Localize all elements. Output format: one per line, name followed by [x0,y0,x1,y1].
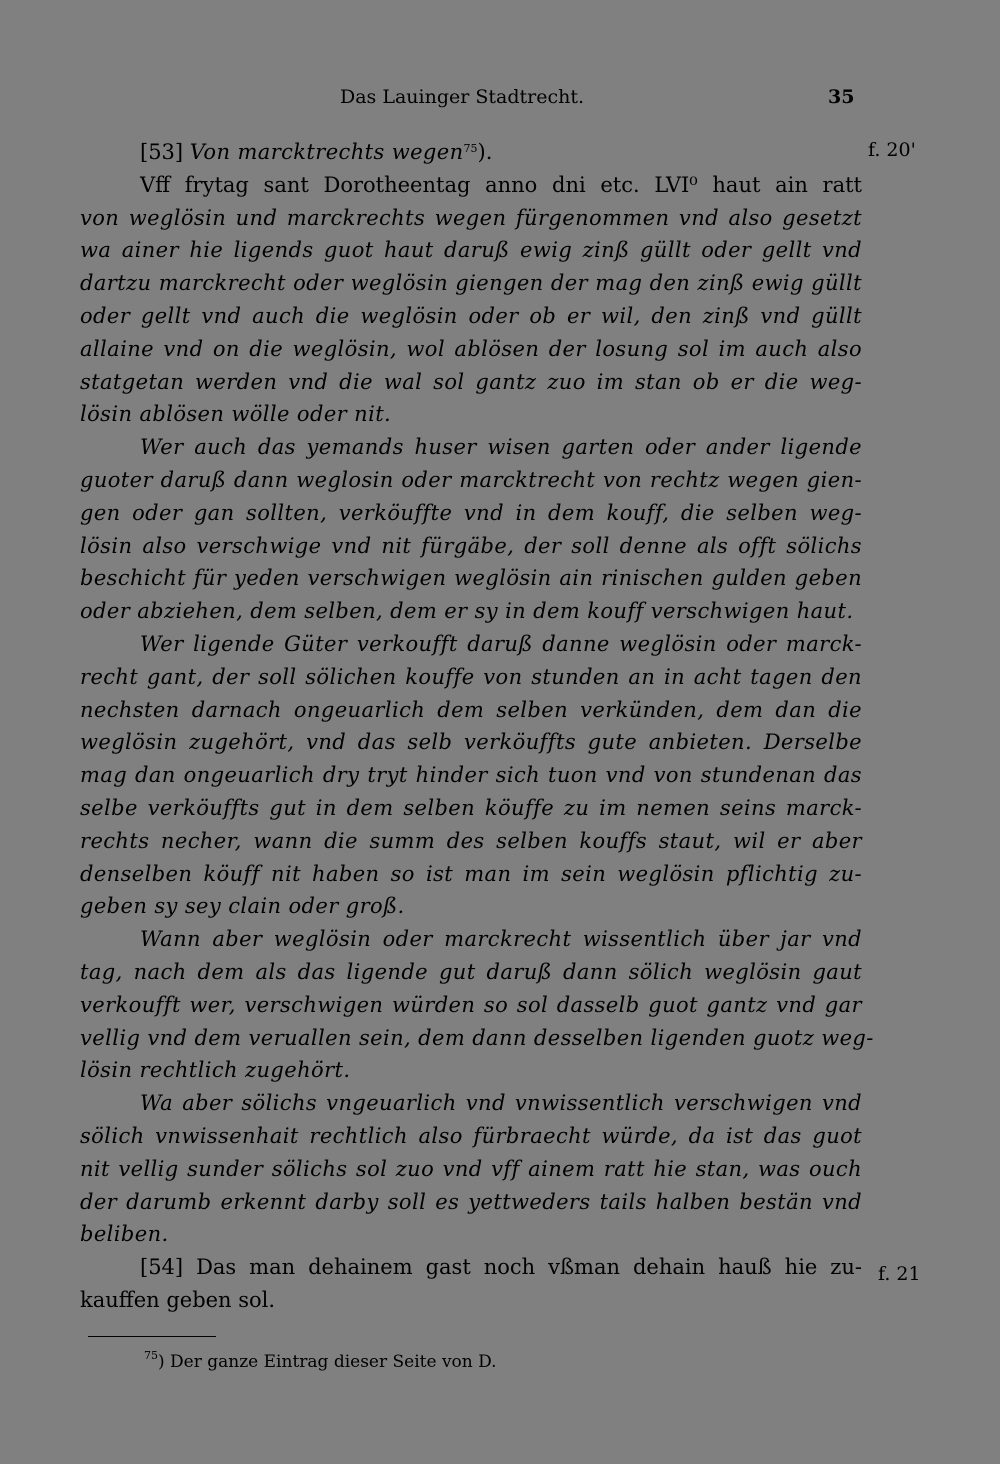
text-line: weglösin zugehört, vnd das selb verköuffts gute anbieten. Derselbe [80,730,862,755]
text-line: oder abziehen, dem selben, dem er sy in dem kouff verschwigen haut. [80,599,854,624]
text-line: tag, nach dem als das ligende gut daruß dann sölich weglösin gaut [80,959,862,984]
text-line: beschicht für yeden verschwigen weglösin ain rinischen gulden geben [80,566,862,591]
text-line: mag dan ongeuarlich dry tryt hinder sich tuon vnd von stundenan das [80,763,862,788]
text-line: nechsten darnach ongeuarlich dem selben verkünden, dem dan die [80,697,862,722]
text-line: selbe verköuffts gut in dem selben köuffe zu im nemen seins marck- [80,795,862,820]
text-line: dartzu marckrecht oder weglösin giengen der mag den zinß ewig güllt [80,271,862,296]
text-line: guoter daruß dann weglosin oder marcktrecht von rechtz wegen gien- [80,467,862,492]
text-line: Wa aber sölichs vngeuarlich vnd vnwissentlich verschwigen vnd [140,1091,862,1116]
section-number: [53] [140,140,184,164]
running-head-title: Das Lauinger Stadtrecht. [340,86,585,108]
page-number: 35 [828,86,855,108]
margin-folio-20: f. 20' [868,139,916,161]
text-line: wa ainer hie ligends guot haut daruß ewig zinß güllt oder gellt vnd [80,238,862,263]
footnote [144,1349,497,1372]
section-53-heading [80,136,862,169]
text-line: beliben. [80,1222,169,1247]
section-title-close: ). [477,140,493,164]
section-54-heading: [54] Das man dehainem gast noch vßman dehain hauß hie zu- [140,1255,862,1280]
text-line: Wer auch das yemands huser wisen garten oder ander ligende [140,435,862,460]
text-line: lösin ablösen wölle oder nit. [80,402,392,427]
text-line: Wer ligende Güter verkoufft daruß danne weglösin oder marck- [140,631,862,656]
text-line: rechts necher, wann die summ des selben kouffs staut, wil er aber [80,828,862,853]
text-line: vellig vnd dem veruallen sein, dem dann desselben ligenden guotz weg- [80,1025,874,1050]
text-line: geben sy sey clain oder groß. [80,894,405,919]
text-line: von weglösin und marckrechts wegen fürgenommen vnd also gesetzt [80,205,862,230]
footnote-divider [88,1336,216,1337]
text-line: recht gant, der soll sölichen kouffe von stunden an in acht tagen den [80,664,862,689]
footnote-text: ) Der ganze Eintrag dieser Seite von D. [158,1352,497,1372]
text-line: sölich vnwissenhait rechtlich also fürbraecht würde, da ist das guot [80,1123,862,1148]
text-line: der darumb erkennt darby soll es yettweders tails halben bestän vnd [80,1189,862,1214]
text-line: verkoufft wer, verschwigen würden so sol dasselb guot gantz vnd gar [80,992,862,1017]
text-line: gen oder gan sollten, verköuffte vnd in dem kouff, die selben weg- [80,500,862,525]
section-title: Von marcktrechts wegen [189,140,464,164]
text-line: lösin also verschwige vnd nit fürgäbe, der soll denne als offt sölichs [80,533,862,558]
text-line: nit vellig sunder sölichs sol zuo vnd vff ainem ratt hie stan, was ouch [80,1156,862,1181]
text-line: kauffen geben sol. [80,1287,276,1312]
text-line: allaine vnd on die weglösin, wol ablösen der losung sol im auch also [80,336,862,361]
footnote-marker: 75 [144,1349,158,1362]
text-line: lösin rechtlich zugehört. [80,1058,351,1083]
text-line: Vff frytag sant Dorotheentag anno dni etc. LVI⁰ haut ain ratt [140,172,862,197]
text-line: Wann aber weglösin oder marckrecht wissentlich über jar vnd [140,927,862,952]
margin-folio-21: f. 21 [878,1263,921,1285]
text-line: denselben köuff nit haben so ist man im sein weglösin pflichtig zu- [80,861,862,886]
body-text [80,136,874,1317]
running-head [0,86,1000,110]
text-line: statgetan werden vnd die wal sol gantz zuo im stan ob er die weg- [80,369,862,394]
footnote-reference: 75 [463,142,478,155]
text-line: oder gellt vnd auch die weglösin oder ob er wil, den zinß vnd güllt [80,303,862,328]
